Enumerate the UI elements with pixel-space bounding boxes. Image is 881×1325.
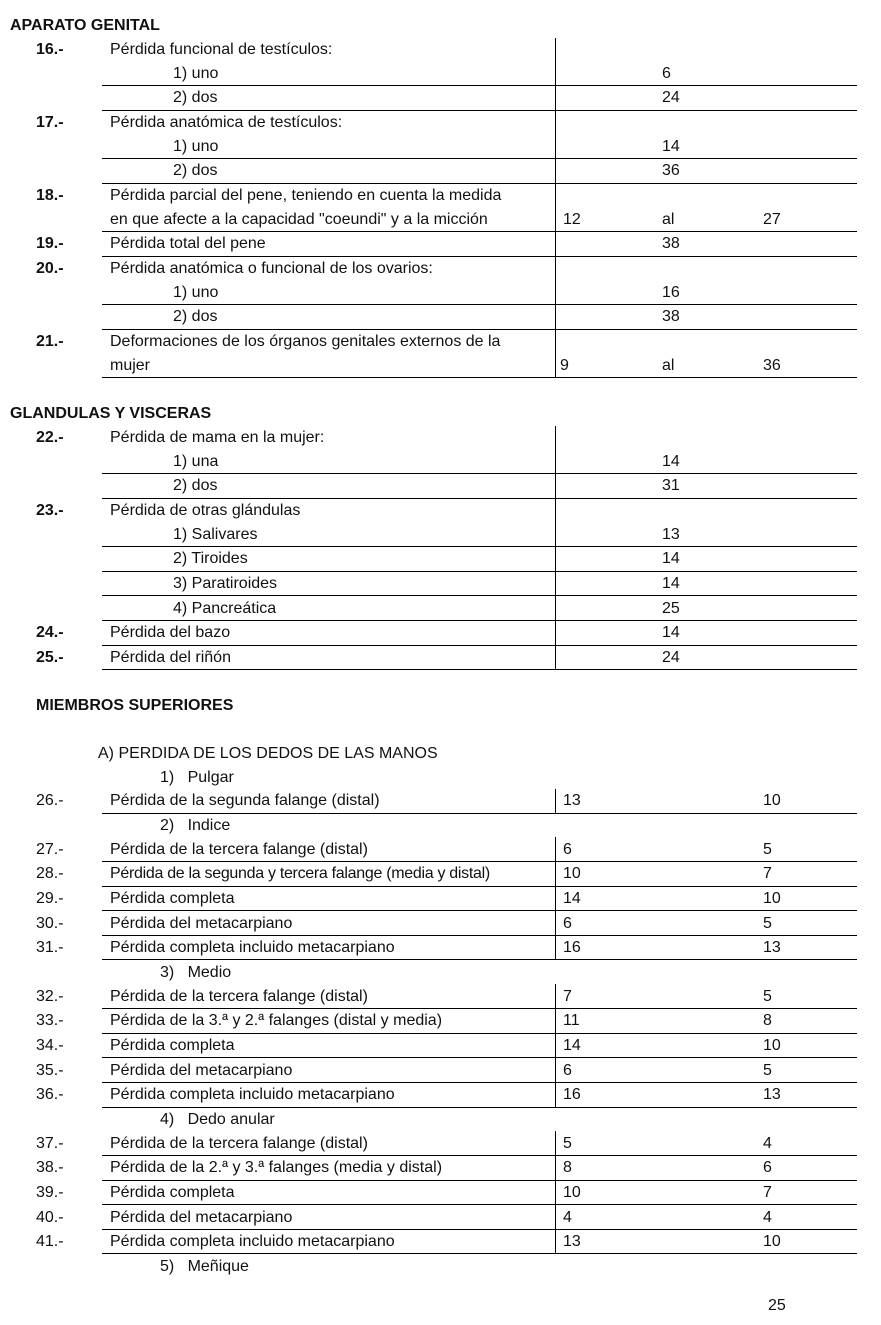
value-a: 13 (563, 1233, 581, 1250)
section-title-glandulas: GLANDULAS Y VISCERAS (10, 405, 212, 422)
item-desc: Pérdida completa (110, 1184, 235, 1201)
value-max: 27 (763, 211, 781, 228)
item-number: 16.- (36, 41, 64, 58)
row-divider (102, 1082, 857, 1083)
item-desc: Pérdida parcial del pene, teniendo en cuenta la medida (110, 187, 502, 204)
value-a: 6 (563, 915, 572, 932)
value-a: 6 (563, 841, 572, 858)
item-desc: Pérdida anatómica de testículos: (110, 114, 343, 131)
section-title-genital: APARATO GENITAL (10, 17, 160, 34)
column-divider (555, 38, 556, 378)
item-number: 27.- (36, 841, 64, 858)
sub-item: 1) uno (173, 65, 219, 82)
item-number: 26.- (36, 792, 64, 809)
row-divider (102, 1253, 857, 1254)
value-a: 5 (563, 1135, 572, 1152)
item-desc: Pérdida completa (110, 890, 235, 907)
row-divider (102, 304, 857, 305)
value-a: 8 (563, 1159, 572, 1176)
item-number: 23.- (36, 502, 64, 519)
item-number: 29.- (36, 890, 64, 907)
item-desc: Pérdida funcional de testículos: (110, 41, 333, 58)
sub-item: 1) una (173, 453, 219, 470)
row-divider (102, 910, 857, 911)
value: 24 (662, 649, 680, 666)
finger-group-label: 5) Meñique (160, 1258, 249, 1275)
item-desc: Pérdida completa (110, 1037, 235, 1054)
value-b: 7 (763, 865, 772, 882)
value-a: 14 (563, 890, 581, 907)
row-divider (102, 158, 857, 159)
row-divider (102, 813, 857, 814)
value: 38 (662, 235, 680, 252)
item-desc: Pérdida de la tercera falange (distal) (110, 988, 368, 1005)
value: 14 (662, 575, 680, 592)
value-sep: al (662, 211, 675, 228)
value: 16 (662, 284, 680, 301)
row-divider (102, 183, 857, 184)
value: 25 (662, 600, 680, 617)
value-b: 8 (763, 1012, 772, 1029)
item-desc: Pérdida del riñón (110, 649, 231, 666)
row-divider (102, 1008, 857, 1009)
row-divider (102, 1155, 857, 1156)
value-b: 5 (763, 988, 772, 1005)
row-divider (102, 1204, 857, 1205)
value-b: 6 (763, 1159, 772, 1176)
item-number: 17.- (36, 114, 64, 131)
item-number: 37.- (36, 1135, 64, 1152)
subsection-title: A) PERDIDA DE LOS DEDOS DE LAS MANOS (98, 745, 438, 762)
value-b: 10 (763, 1233, 781, 1250)
value-b: 7 (763, 1184, 772, 1201)
row-divider (102, 1229, 857, 1230)
value-b: 13 (763, 939, 781, 956)
value: 14 (662, 138, 680, 155)
item-number: 35.- (36, 1062, 64, 1079)
sub-item: 2) dos (173, 308, 218, 325)
item-number: 33.- (36, 1012, 64, 1029)
row-divider (102, 959, 857, 960)
column-divider (555, 789, 556, 814)
value-a: 16 (563, 939, 581, 956)
item-desc: Pérdida de la segunda falange (distal) (110, 792, 380, 809)
sub-item: 2) dos (173, 162, 218, 179)
item-desc-cont: en que afecte a la capacidad "coeundi" y a la micción (110, 211, 488, 228)
row-divider (102, 377, 857, 378)
item-number: 18.- (36, 187, 64, 204)
value-b: 5 (763, 841, 772, 858)
sub-item: 2) dos (173, 477, 218, 494)
value: 38 (662, 308, 680, 325)
column-divider (555, 426, 556, 670)
page-number: 25 (768, 1297, 786, 1314)
item-desc: Pérdida completa incluido metacarpiano (110, 1233, 395, 1250)
value-max: 36 (763, 357, 781, 374)
value-a: 10 (563, 1184, 581, 1201)
sub-item: 1) uno (173, 284, 219, 301)
value: 13 (662, 526, 680, 543)
value-min: 12 (563, 211, 581, 228)
item-desc: Pérdida anatómica o funcional de los ovarios: (110, 260, 433, 277)
value-a: 11 (563, 1012, 580, 1029)
value-b: 4 (763, 1209, 772, 1226)
value: 36 (662, 162, 680, 179)
sub-item: 3) Paratiroides (173, 575, 278, 592)
row-divider (102, 1057, 857, 1058)
item-number: 39.- (36, 1184, 64, 1201)
row-divider (102, 256, 857, 257)
value-b: 4 (763, 1135, 772, 1152)
value-min: 9 (560, 357, 569, 374)
value-b: 10 (763, 890, 781, 907)
row-divider (102, 1180, 857, 1181)
row-divider (102, 595, 857, 596)
item-number: 41.- (36, 1233, 64, 1250)
item-number: 32.- (36, 988, 64, 1005)
section-title-miembros: MIEMBROS SUPERIORES (36, 697, 234, 714)
column-divider (555, 837, 556, 960)
value-b: 5 (763, 1062, 772, 1079)
value-sep: al (662, 357, 675, 374)
row-divider (102, 935, 857, 936)
row-divider (102, 669, 857, 670)
value-b: 5 (763, 915, 772, 932)
item-desc: Pérdida completa incluido metacarpiano (110, 1086, 395, 1103)
item-desc: Pérdida de la 3.ª y 2.ª falanges (distal y media) (110, 1012, 443, 1029)
finger-group-label: 3) Medio (160, 964, 232, 981)
item-desc: Pérdida de la tercera falange (distal) (110, 841, 368, 858)
item-desc: Pérdida del metacarpiano (110, 1209, 293, 1226)
value-a: 16 (563, 1086, 581, 1103)
item-number: 20.- (36, 260, 64, 277)
row-divider (102, 110, 857, 111)
item-number: 40.- (36, 1209, 64, 1226)
value: 31 (662, 477, 680, 494)
row-divider (102, 546, 857, 547)
item-number: 30.- (36, 915, 64, 932)
row-divider (102, 620, 857, 621)
column-divider (555, 984, 556, 1107)
value-a: 4 (563, 1209, 572, 1226)
value: 14 (662, 624, 680, 641)
item-number: 36.- (36, 1086, 64, 1103)
finger-group-label: 1) Pulgar (160, 769, 234, 786)
value-b: 10 (763, 1037, 781, 1054)
item-desc: Pérdida completa incluido metacarpiano (110, 939, 395, 956)
row-divider (102, 645, 857, 646)
item-desc: Pérdida de la tercera falange (distal) (110, 1135, 368, 1152)
sub-item: 2) dos (173, 89, 218, 106)
row-divider (102, 861, 857, 862)
value: 6 (662, 65, 671, 82)
value: 24 (662, 89, 680, 106)
item-desc-cont: mujer (110, 357, 151, 374)
row-divider (102, 473, 857, 474)
value-a: 7 (563, 988, 572, 1005)
finger-group-label: 4) Dedo anular (160, 1111, 275, 1128)
value-a: 13 (563, 792, 581, 809)
value-b: 10 (763, 792, 781, 809)
item-number: 31.- (36, 939, 64, 956)
item-desc: Deformaciones de los órganos genitales externos de la (110, 333, 501, 350)
sub-item: 4) Pancreática (173, 600, 277, 617)
item-desc: Pérdida de la 2.ª y 3.ª falanges (media y distal) (110, 1159, 443, 1176)
value-b: 13 (763, 1086, 781, 1103)
row-divider (102, 886, 857, 887)
value: 14 (662, 550, 680, 567)
sub-item: 2) Tiroides (173, 550, 248, 567)
row-divider (102, 498, 857, 499)
item-number: 21.- (36, 333, 64, 350)
sub-item: 1) uno (173, 138, 219, 155)
item-number: 25.- (36, 649, 64, 666)
row-divider (102, 85, 857, 86)
row-divider (102, 1033, 857, 1034)
row-divider (102, 329, 857, 330)
value-a: 10 (563, 865, 581, 882)
item-number: 24.- (36, 624, 64, 641)
item-number: 38.- (36, 1159, 64, 1176)
item-desc: Pérdida de otras glándulas (110, 502, 301, 519)
value: 14 (662, 453, 680, 470)
item-desc: Pérdida de mama en la mujer: (110, 429, 325, 446)
value-a: 14 (563, 1037, 581, 1054)
item-desc: Pérdida del bazo (110, 624, 231, 641)
item-desc: Pérdida total del pene (110, 235, 266, 252)
item-desc: Pérdida del metacarpiano (110, 1062, 293, 1079)
item-number: 19.- (36, 235, 64, 252)
item-number: 22.- (36, 429, 64, 446)
item-desc: Pérdida de la segunda y tercera falange (media y distal) (110, 865, 490, 882)
finger-group-label: 2) Indice (160, 817, 231, 834)
row-divider (102, 571, 857, 572)
row-divider (102, 231, 857, 232)
item-number: 34.- (36, 1037, 64, 1054)
sub-item: 1) Salivares (173, 526, 258, 543)
value-a: 6 (563, 1062, 572, 1079)
row-divider (102, 1107, 857, 1108)
item-desc: Pérdida del metacarpiano (110, 915, 293, 932)
column-divider (555, 1131, 556, 1254)
item-number: 28.- (36, 865, 64, 882)
